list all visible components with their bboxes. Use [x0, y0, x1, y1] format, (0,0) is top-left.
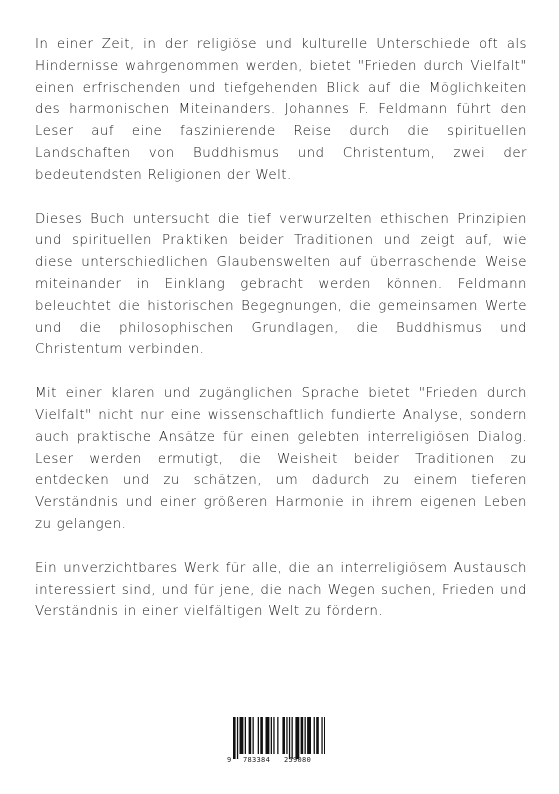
barcode-bar: [233, 717, 236, 759]
barcode-bar: [295, 717, 299, 759]
barcode-bar: [324, 717, 325, 754]
barcode-bar: [245, 717, 246, 754]
blurb-paragraph-4: Ein unverzichtbares Werk für alle, die an interreligiösem Austausch interessiert sind, und für jene, die nach Wegen suchen, Frieden und Verständnis in einer vielfältigen Welt zu fördern.: [35, 560, 527, 620]
barcode-bar: [258, 717, 259, 754]
barcode-bar: [314, 717, 315, 754]
barcode-left-digits: 783384: [243, 756, 271, 764]
barcode-bar: [249, 717, 252, 754]
barcode-bar: [307, 717, 311, 754]
barcode-bar: [289, 717, 290, 759]
barcode-bars: [233, 717, 325, 759]
barcode-bar: [292, 717, 293, 759]
blurb-paragraph-3: Mit einer klaren und zugänglichen Sprache bietet "Frieden durch Vielfalt" nicht nur eine wissenschaftlich fundierte Analyse, sondern auch praktische Ansätze für einen gelebten interreligiösen Dialog. Leser werden ermutigt, die Weisheit beider Traditionen zu entdecken und zu schätzen, um dadurch zu einem tieferen Verständnis und einer größeren Harmonie in ihrem eigenen Leben zu gelangen.: [35, 386, 527, 532]
barcode-bar: [237, 717, 238, 759]
barcode-digits: [227, 756, 329, 766]
barcode-bar: [301, 717, 304, 754]
barcode-first-digit: 9: [227, 756, 232, 764]
barcode-bar: [253, 717, 254, 754]
barcode-bar: [286, 717, 287, 754]
barcode-bar: [305, 717, 306, 754]
barcode-bar: [260, 717, 263, 754]
barcode-bar: [240, 717, 244, 754]
blurb-paragraph-2: Dieses Buch untersucht die tief verwurzelten ethischen Prinzipien und spirituellen Praktiken beider Traditionen und zeigt auf, wie diese unterschiedlichen Glaubenswelten auf überraschende Weise miteinander in Einklang gebracht werden können. Feldmann beleuchtet die historischen Begegnungen, die gemeinsamen Werte und die philosophischen Grundlagen, die Buddhismus und Christentum verbinden.: [35, 211, 527, 358]
blurb-paragraph-1: In einer Zeit, in der religiöse und kulturelle Unterschiede oft als Hindernisse wahrgenommen werden, bietet "Frieden durch Vielfalt" einen erfrischenden und tiefgehenden Blick auf die Möglichkeiten des harmonischen Miteinanders. Johannes F. Feldmann führt den Leser auf eine faszinierende Reise durch die spirituellen Landschaften von Buddhismus und Christentum, zwei der bedeutendsten Religionen der Welt.: [35, 37, 527, 183]
barcode-right-digits: 259080: [284, 756, 312, 764]
barcode-bar: [273, 717, 274, 754]
barcode-bar: [271, 717, 272, 754]
barcode-bar: [282, 717, 285, 754]
barcode-bar: [266, 717, 270, 754]
barcode-bar: [321, 717, 322, 754]
barcode-bar: [316, 717, 319, 754]
barcode-bar: [277, 717, 278, 754]
back-cover-text: [35, 34, 527, 645]
isbn-barcode: [227, 713, 329, 773]
